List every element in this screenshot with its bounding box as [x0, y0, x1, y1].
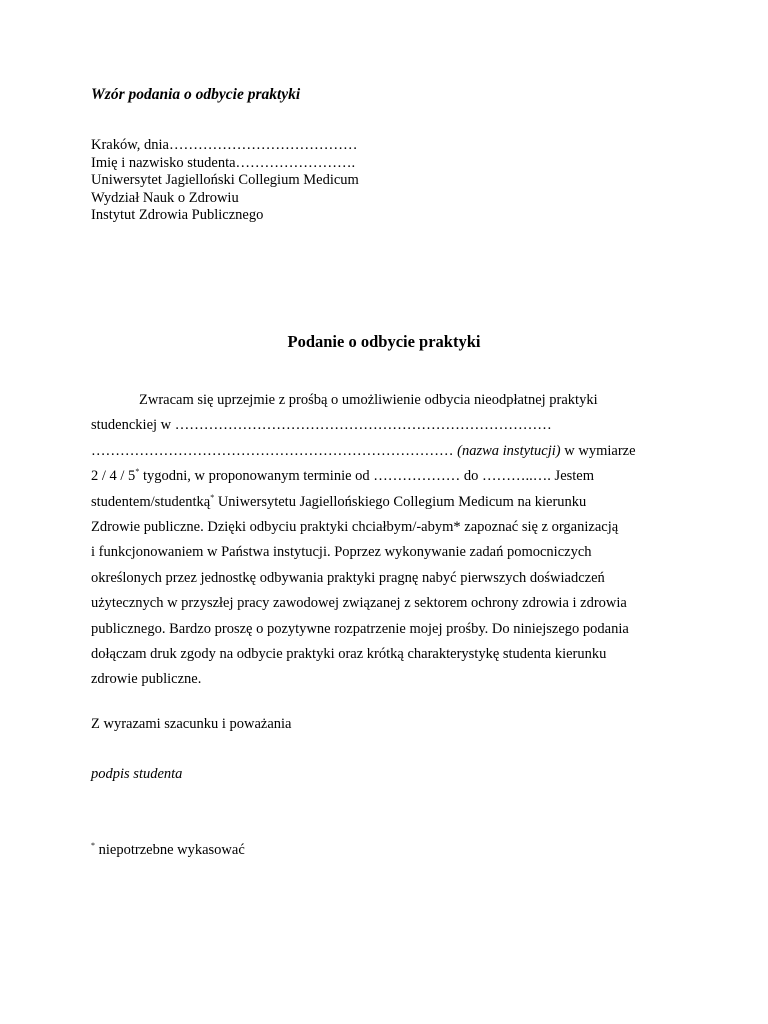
body-line: użytecznych w przyszłej pracy zawodowej związanej z sektorem ochrony zdrowia i zdrowia: [91, 595, 627, 612]
sender-line-faculty: Wydział Nauk o Zdrowiu: [91, 189, 239, 206]
sender-block: [91, 137, 359, 225]
body-line: Zwracam się uprzejmie z prośbą o umożliwienie odbycia nieodpłatnej praktyki: [139, 392, 598, 408]
body-line: publicznego. Bardzo proszę o pozytywne rozpatrzenie mojej prośby. Do niniejszego podania: [91, 620, 629, 637]
body-line: zdrowie publiczne.: [91, 671, 202, 688]
sender-line-date: Kraków, dnia…………………………………: [91, 137, 358, 153]
body-line: ………………………………………………………………… (nazwa instytucji) w wymiarze: [91, 442, 636, 459]
footnote-marker: *: [91, 841, 95, 850]
sender-line-institute: Instytut Zdrowia Publicznego: [91, 207, 264, 223]
sender-line-name: Imię i nazwisko studenta…………………….: [91, 154, 356, 171]
body-line: i funkcjonowaniem w Państwa instytucji. Poprzez wykonywanie zadań pomocniczych: [91, 544, 592, 561]
closing-phrase: Z wyrazami szacunku i poważania: [91, 716, 292, 732]
document-heading: Wzór podania o odbycie praktyki: [91, 86, 301, 103]
footnote-marker: *: [135, 467, 140, 477]
sender-line-university: Uniwersytet Jagielloński Collegium Medicum: [91, 172, 359, 188]
footnote: * niepotrzebne wykasować: [91, 841, 245, 858]
signature-label: podpis studenta: [91, 766, 183, 782]
body-line: określonych przez jednostkę odbywania praktyki pragnę nabyć pierwszych doświadczeń: [91, 569, 605, 586]
body-line: 2 / 4 / 5* tygodni, w proponowanym terminie od ……………… do ………..…. Jestem: [91, 467, 595, 485]
body-line: studenckiej w ……………………………………………………………………: [91, 417, 552, 434]
body-line: studentem/studentką* Uniwersytetu Jagiellońskiego Collegium Medicum na kierunku: [91, 492, 587, 510]
body-line: dołączam druk zgody na odbycie praktyki oraz krótką charakterystykę studenta kierunku: [91, 646, 607, 663]
body-line: Zdrowie publiczne. Dzięki odbyciu praktyki chciałbym/-abym* zapoznać się z organizacją: [91, 519, 619, 536]
institution-name-hint: (nazwa instytucji): [457, 442, 561, 459]
footnote-marker: *: [210, 492, 215, 502]
document-title: Podanie o odbycie praktyki: [287, 332, 481, 351]
body-paragraph: [91, 388, 671, 693]
